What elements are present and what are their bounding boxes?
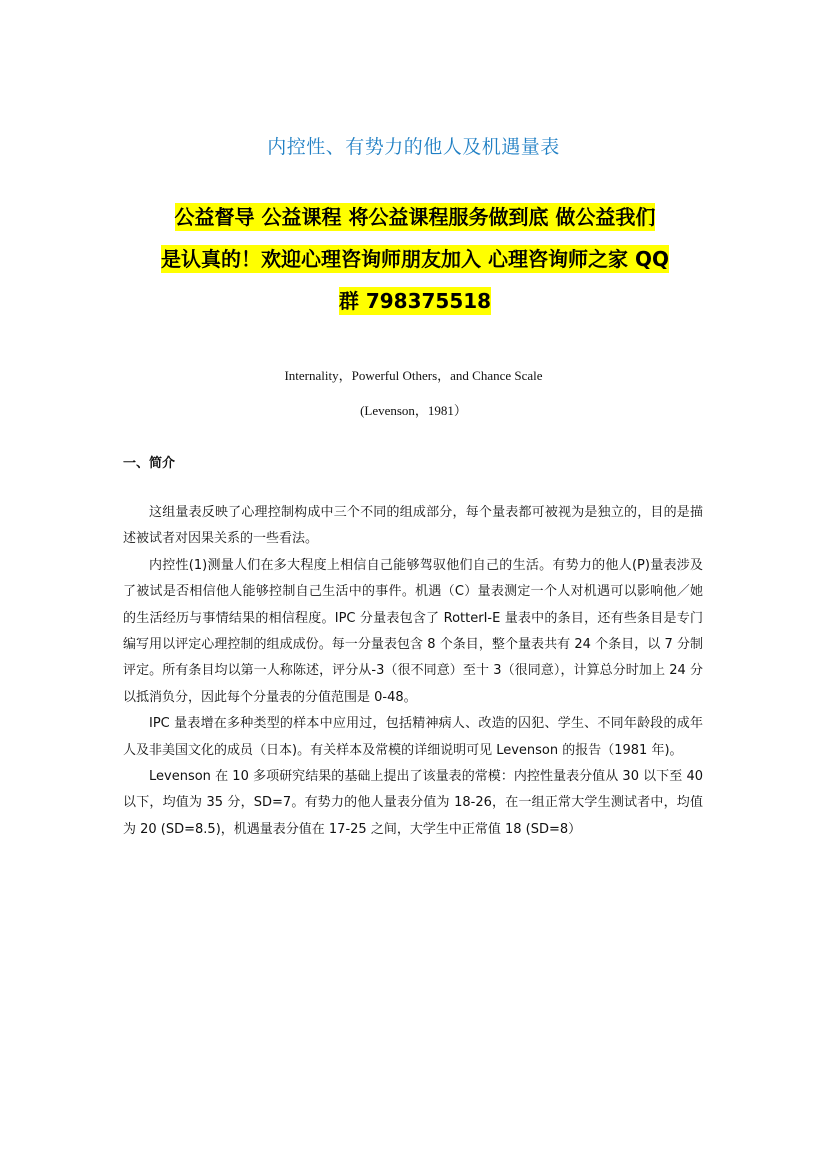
body-text <box>123 500 703 843</box>
english-subtitle: Internality，Powerful Others，and Chance Scale <box>284 368 543 383</box>
section-heading: 一、简介 <box>123 456 176 471</box>
promo-line-3: 群 798375518 <box>338 289 492 313</box>
promo-line-2: 是认真的！欢迎心理咨询师朋友加入 心理咨询师之家 QQ <box>161 247 669 271</box>
paragraph-2: 内控性(1)测量人们在多大程度上相信自己能够驾驭他们自己的生活。有势力的他人(P)量表涉及了被试是否相信他人能够控制自己生活中的事件。机遇（C）量表测定一个人对机遇可以影响他／她的生活经历与事情结果的相信程度。IPC 分量表包含了 RotterI-E 量表中的条目，还有些条目是专门编写用以评定心理控制的组成成份。每一分量表包含 8 个条目，整个量表共有 24 个条目，以 7 分制评定。所有条目均以第一人称陈述，评分从-3（很不同意）至十 3（很同意），计算总分时加上 24 分以抵消负分，因此每个分量表的分值范围是 0-48。 <box>123 557 703 705</box>
author-citation: (Levenson，1981） <box>360 403 467 418</box>
paragraph-1: 这组量表反映了心理控制构成中三个不同的组成部分，每个量表都可被视为是独立的，目的是描述被试者对因果关系的一些看法。 <box>123 505 703 547</box>
paragraph-4: Levenson 在 10 多项研究结果的基础上提出了该量表的常模：内控性量表分值从 30 以下至 40 以下，均值为 35 分，SD=7。有势力的他人量表分值为 18-26，在一组正常大学生测试者中，均值为 20 (SD=8.5)，机遇量表分值在 17-25 之间，大学生中正常值 18 (SD=8） <box>123 769 703 837</box>
document-title: 内控性、有势力的他人及机遇量表 <box>267 136 560 158</box>
promo-line-1: 公益督导 公益课程 将公益课程服务做到底 做公益我们 <box>174 205 656 229</box>
paragraph-3: IPC 量表增在多种类型的样本中应用过，包括精神病人、改造的囚犯、学生、不同年龄段的成年人及非美国文化的成员（日本)。有关样本及常模的详细说明可见 Levenson 的报告（1981 年)。 <box>123 716 703 758</box>
promo-banner <box>120 196 710 322</box>
